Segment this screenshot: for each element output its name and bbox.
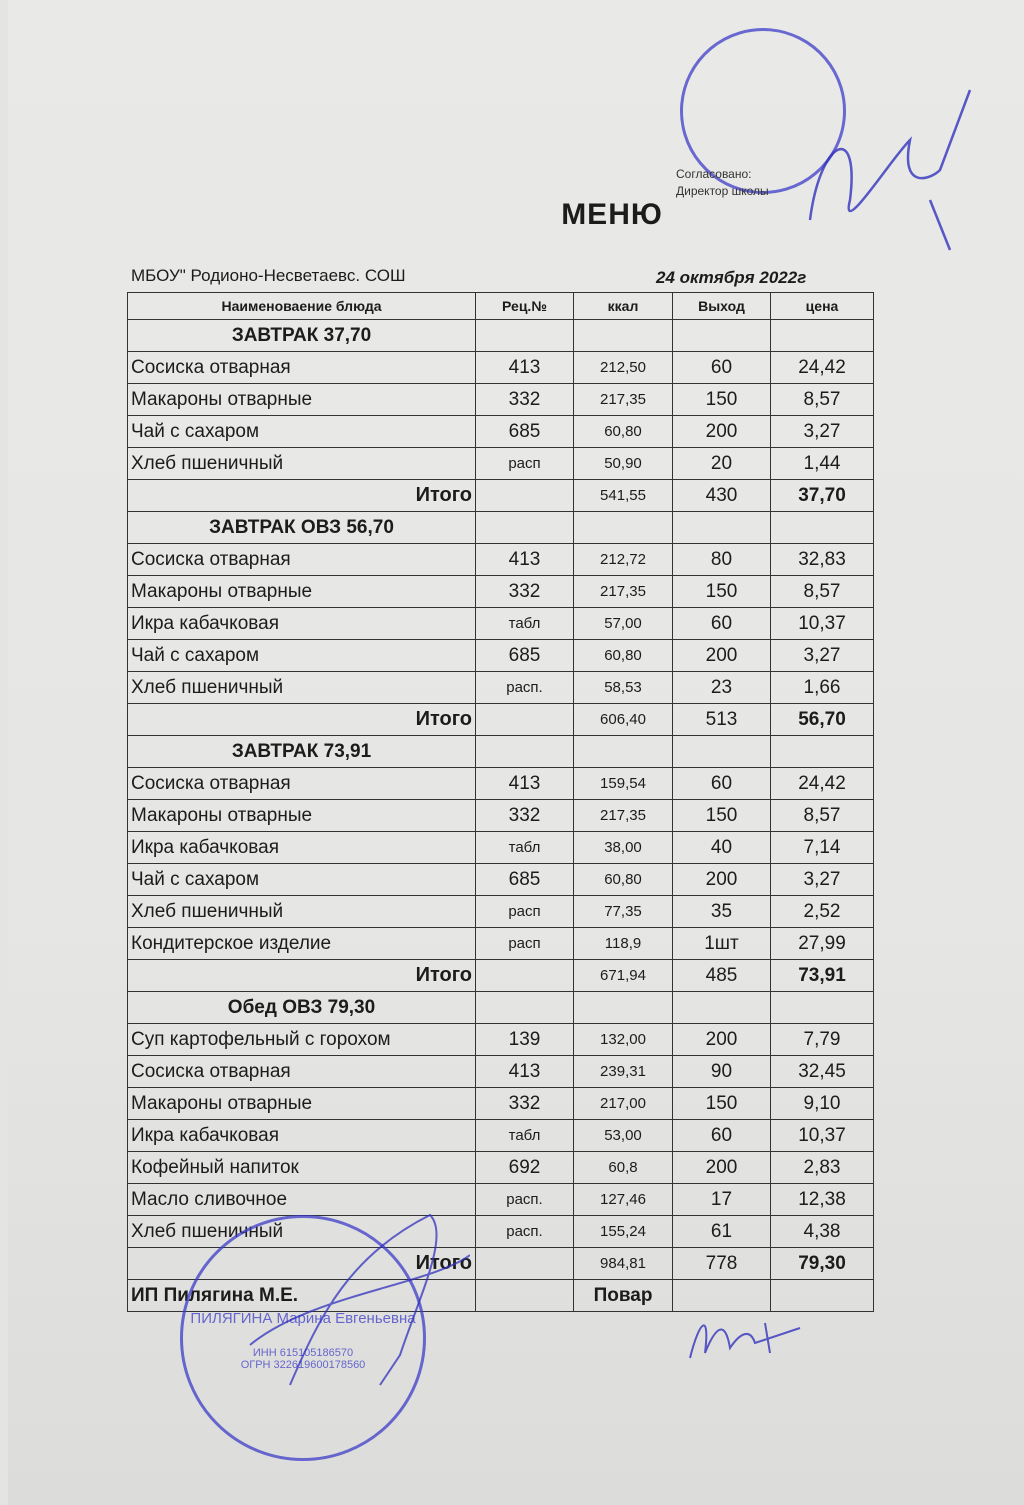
empty-cell bbox=[476, 704, 574, 736]
cook-signature bbox=[680, 1308, 810, 1368]
recipe-number: табл bbox=[476, 608, 574, 640]
calories: 239,31 bbox=[574, 1056, 673, 1088]
calories: 217,35 bbox=[574, 800, 673, 832]
portion-yield: 60 bbox=[673, 768, 771, 800]
calories: 217,35 bbox=[574, 576, 673, 608]
recipe-number: расп. bbox=[476, 1216, 574, 1248]
price: 8,57 bbox=[771, 384, 874, 416]
table-row bbox=[128, 544, 874, 576]
dish-name: Хлеб пшеничный bbox=[128, 1216, 476, 1248]
column-header: Наименоваение блюда bbox=[128, 293, 476, 320]
total-yield: 485 bbox=[673, 960, 771, 992]
price: 4,38 bbox=[771, 1216, 874, 1248]
section-title: Обед ОВЗ 79,30 bbox=[128, 992, 476, 1024]
total-yield: 778 bbox=[673, 1248, 771, 1280]
table-row bbox=[128, 1152, 874, 1184]
total-calories: 984,81 bbox=[574, 1248, 673, 1280]
portion-yield: 20 bbox=[673, 448, 771, 480]
total-label: Итого bbox=[128, 1248, 476, 1280]
dish-name: Хлеб пшеничный bbox=[128, 896, 476, 928]
recipe-number: расп bbox=[476, 448, 574, 480]
table-row bbox=[128, 640, 874, 672]
dish-name: Сосиска отварная bbox=[128, 544, 476, 576]
table-row bbox=[128, 832, 874, 864]
calories: 57,00 bbox=[574, 608, 673, 640]
section-title-row bbox=[128, 736, 874, 768]
calories: 127,46 bbox=[574, 1184, 673, 1216]
table-row bbox=[128, 352, 874, 384]
supplier-signature bbox=[230, 1195, 470, 1395]
recipe-number: 692 bbox=[476, 1152, 574, 1184]
price: 24,42 bbox=[771, 768, 874, 800]
portion-yield: 61 bbox=[673, 1216, 771, 1248]
table-row bbox=[128, 896, 874, 928]
table-row bbox=[128, 864, 874, 896]
total-row bbox=[128, 480, 874, 512]
empty-cell bbox=[673, 992, 771, 1024]
recipe-number: табл bbox=[476, 1120, 574, 1152]
dish-name: Суп картофельный с горохом bbox=[128, 1024, 476, 1056]
dish-name: Макароны отварные bbox=[128, 576, 476, 608]
dish-name: Чай с сахаром bbox=[128, 864, 476, 896]
table-row bbox=[128, 1120, 874, 1152]
recipe-number: 413 bbox=[476, 352, 574, 384]
portion-yield: 17 bbox=[673, 1184, 771, 1216]
approval-block bbox=[676, 166, 769, 200]
approval-director: Директор школы bbox=[676, 184, 769, 198]
table-row bbox=[128, 768, 874, 800]
empty-cell bbox=[673, 320, 771, 352]
portion-yield: 200 bbox=[673, 864, 771, 896]
portion-yield: 150 bbox=[673, 576, 771, 608]
price: 3,27 bbox=[771, 640, 874, 672]
calories: 77,35 bbox=[574, 896, 673, 928]
recipe-number: 332 bbox=[476, 1088, 574, 1120]
table-row bbox=[128, 1024, 874, 1056]
empty-cell bbox=[476, 1280, 574, 1312]
empty-cell bbox=[771, 1280, 874, 1312]
empty-cell bbox=[673, 736, 771, 768]
calories: 212,72 bbox=[574, 544, 673, 576]
stamp-ogrn: ОГРН 322619600178560 bbox=[240, 1359, 366, 1371]
calories: 159,54 bbox=[574, 768, 673, 800]
dish-name: Масло сливочное bbox=[128, 1184, 476, 1216]
section-title-row bbox=[128, 992, 874, 1024]
empty-cell bbox=[574, 736, 673, 768]
table-row bbox=[128, 672, 874, 704]
table-row bbox=[128, 1088, 874, 1120]
total-price: 73,91 bbox=[771, 960, 874, 992]
section-title: ЗАВТРАК ОВЗ 56,70 bbox=[128, 512, 476, 544]
total-price: 56,70 bbox=[771, 704, 874, 736]
price: 32,83 bbox=[771, 544, 874, 576]
school-name: МБОУ" Родионо-Несветаевс. СОШ bbox=[131, 266, 406, 285]
calories: 60,80 bbox=[574, 640, 673, 672]
section-title: ЗАВТРАК 73,91 bbox=[128, 736, 476, 768]
portion-yield: 150 bbox=[673, 384, 771, 416]
recipe-number: 413 bbox=[476, 544, 574, 576]
recipe-number: 332 bbox=[476, 384, 574, 416]
portion-yield: 60 bbox=[673, 608, 771, 640]
price: 8,57 bbox=[771, 576, 874, 608]
price: 24,42 bbox=[771, 352, 874, 384]
calories: 118,9 bbox=[574, 928, 673, 960]
portion-yield: 60 bbox=[673, 352, 771, 384]
dish-name: Чай с сахаром bbox=[128, 416, 476, 448]
portion-yield: 150 bbox=[673, 1088, 771, 1120]
total-calories: 541,55 bbox=[574, 480, 673, 512]
price: 10,37 bbox=[771, 1120, 874, 1152]
dish-name: Хлеб пшеничный bbox=[128, 672, 476, 704]
portion-yield: 200 bbox=[673, 416, 771, 448]
portion-yield: 1шт bbox=[673, 928, 771, 960]
total-calories: 606,40 bbox=[574, 704, 673, 736]
recipe-number: табл bbox=[476, 832, 574, 864]
empty-cell bbox=[476, 480, 574, 512]
total-calories: 671,94 bbox=[574, 960, 673, 992]
empty-cell bbox=[476, 992, 574, 1024]
price: 3,27 bbox=[771, 416, 874, 448]
empty-cell bbox=[476, 960, 574, 992]
recipe-number: расп bbox=[476, 928, 574, 960]
price: 1,44 bbox=[771, 448, 874, 480]
price: 7,79 bbox=[771, 1024, 874, 1056]
recipe-number: расп. bbox=[476, 1184, 574, 1216]
calories: 50,90 bbox=[574, 448, 673, 480]
supplier-name: ИП Пилягина М.Е. bbox=[128, 1280, 476, 1312]
price: 2,83 bbox=[771, 1152, 874, 1184]
calories: 212,50 bbox=[574, 352, 673, 384]
menu-table bbox=[127, 292, 874, 1312]
dish-name: Макароны отварные bbox=[128, 800, 476, 832]
portion-yield: 200 bbox=[673, 1024, 771, 1056]
empty-cell bbox=[476, 736, 574, 768]
calories: 53,00 bbox=[574, 1120, 673, 1152]
empty-cell bbox=[476, 512, 574, 544]
recipe-number: 332 bbox=[476, 576, 574, 608]
cook-signature-cell bbox=[673, 1280, 771, 1312]
portion-yield: 90 bbox=[673, 1056, 771, 1088]
empty-cell bbox=[574, 512, 673, 544]
menu-date: 24 октября 2022г bbox=[656, 268, 807, 287]
total-label: Итого bbox=[128, 480, 476, 512]
column-header: ккал bbox=[574, 293, 673, 320]
calories: 155,24 bbox=[574, 1216, 673, 1248]
price: 27,99 bbox=[771, 928, 874, 960]
table-row bbox=[128, 1056, 874, 1088]
section-title-row bbox=[128, 320, 874, 352]
column-header: Рец.№ bbox=[476, 293, 574, 320]
total-price: 37,70 bbox=[771, 480, 874, 512]
dish-name: Сосиска отварная bbox=[128, 768, 476, 800]
dish-name: Макароны отварные bbox=[128, 1088, 476, 1120]
total-label: Итого bbox=[128, 960, 476, 992]
portion-yield: 35 bbox=[673, 896, 771, 928]
price: 1,66 bbox=[771, 672, 874, 704]
price: 2,52 bbox=[771, 896, 874, 928]
table-row bbox=[128, 800, 874, 832]
section-title-row bbox=[128, 512, 874, 544]
portion-yield: 150 bbox=[673, 800, 771, 832]
dish-name: Сосиска отварная bbox=[128, 1056, 476, 1088]
recipe-number: 139 bbox=[476, 1024, 574, 1056]
calories: 58,53 bbox=[574, 672, 673, 704]
calories: 60,80 bbox=[574, 864, 673, 896]
price: 8,57 bbox=[771, 800, 874, 832]
recipe-number: 685 bbox=[476, 640, 574, 672]
price: 10,37 bbox=[771, 608, 874, 640]
calories: 217,00 bbox=[574, 1088, 673, 1120]
empty-cell bbox=[574, 992, 673, 1024]
total-yield: 430 bbox=[673, 480, 771, 512]
empty-cell bbox=[771, 512, 874, 544]
portion-yield: 60 bbox=[673, 1120, 771, 1152]
recipe-number: 332 bbox=[476, 800, 574, 832]
dish-name: Икра кабачковая bbox=[128, 1120, 476, 1152]
cook-label: Повар bbox=[574, 1280, 673, 1312]
page-title: МЕНЮ bbox=[561, 198, 663, 231]
approval-line: Согласовано: bbox=[676, 167, 752, 181]
calories: 60,80 bbox=[574, 416, 673, 448]
portion-yield: 200 bbox=[673, 640, 771, 672]
calories: 38,00 bbox=[574, 832, 673, 864]
empty-cell bbox=[476, 1248, 574, 1280]
dish-name: Сосиска отварная bbox=[128, 352, 476, 384]
price: 32,45 bbox=[771, 1056, 874, 1088]
empty-cell bbox=[476, 320, 574, 352]
total-yield: 513 bbox=[673, 704, 771, 736]
recipe-number: 685 bbox=[476, 416, 574, 448]
total-price: 79,30 bbox=[771, 1248, 874, 1280]
table-row bbox=[128, 576, 874, 608]
price: 9,10 bbox=[771, 1088, 874, 1120]
portion-yield: 80 bbox=[673, 544, 771, 576]
price: 12,38 bbox=[771, 1184, 874, 1216]
price: 7,14 bbox=[771, 832, 874, 864]
table-row bbox=[128, 928, 874, 960]
total-label: Итого bbox=[128, 704, 476, 736]
recipe-number: расп. bbox=[476, 672, 574, 704]
total-row bbox=[128, 704, 874, 736]
calories: 60,8 bbox=[574, 1152, 673, 1184]
portion-yield: 40 bbox=[673, 832, 771, 864]
section-title: ЗАВТРАК 37,70 bbox=[128, 320, 476, 352]
column-header: цена bbox=[771, 293, 874, 320]
stamp-inn: ИНН 615105186570 bbox=[252, 1347, 354, 1359]
portion-yield: 200 bbox=[673, 1152, 771, 1184]
recipe-number: 685 bbox=[476, 864, 574, 896]
recipe-number: расп bbox=[476, 896, 574, 928]
table-row bbox=[128, 448, 874, 480]
stamp-name: ПИЛЯГИНА Марина Евгеньевна bbox=[190, 1310, 416, 1327]
table-header bbox=[128, 293, 874, 320]
dish-name: Кондитерское изделие bbox=[128, 928, 476, 960]
table-row bbox=[128, 384, 874, 416]
column-header: Выход bbox=[673, 293, 771, 320]
empty-cell bbox=[771, 320, 874, 352]
table-row bbox=[128, 416, 874, 448]
calories: 132,00 bbox=[574, 1024, 673, 1056]
portion-yield: 23 bbox=[673, 672, 771, 704]
dish-name: Икра кабачковая bbox=[128, 832, 476, 864]
empty-cell bbox=[771, 736, 874, 768]
calories: 217,35 bbox=[574, 384, 673, 416]
director-signature bbox=[780, 80, 980, 260]
dish-name: Хлеб пшеничный bbox=[128, 448, 476, 480]
dish-name: Икра кабачковая bbox=[128, 608, 476, 640]
total-row bbox=[128, 960, 874, 992]
recipe-number: 413 bbox=[476, 768, 574, 800]
dish-name: Кофейный напиток bbox=[128, 1152, 476, 1184]
empty-cell bbox=[673, 512, 771, 544]
dish-name: Чай с сахаром bbox=[128, 640, 476, 672]
empty-cell bbox=[771, 992, 874, 1024]
recipe-number: 413 bbox=[476, 1056, 574, 1088]
empty-cell bbox=[574, 320, 673, 352]
price: 3,27 bbox=[771, 864, 874, 896]
dish-name: Макароны отварные bbox=[128, 384, 476, 416]
table-row bbox=[128, 608, 874, 640]
